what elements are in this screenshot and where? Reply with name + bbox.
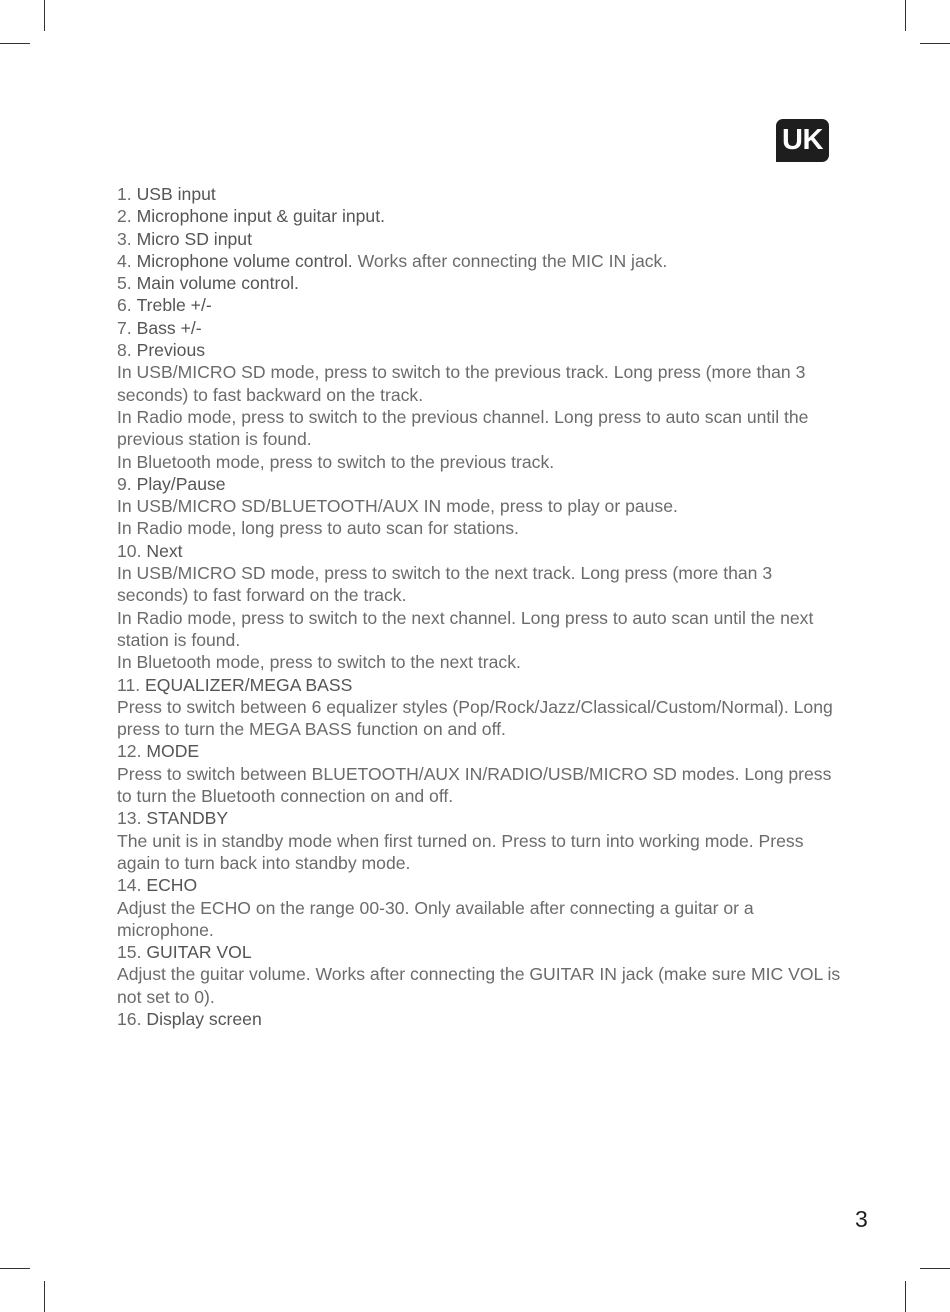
list-item-heading [117,740,847,762]
item-number: 15. [117,942,142,963]
item-number: 3. [117,228,132,249]
item-number: 10. [117,540,142,561]
list-item-heading [117,317,847,339]
item-title: GUITAR VOL [146,942,252,963]
item-description: In Radio mode, press to switch to the next channel. Long press to auto scan until the next station is found. [117,607,814,650]
crop-mark-bottom-right-horizontal [920,1268,950,1269]
item-number: 1. [117,184,132,204]
page-number: 3 [855,1206,868,1232]
item-number: 7. [117,317,132,338]
item-description: In USB/MICRO SD mode, press to switch to the previous track. Long press (more than 3 seconds) to fast backward on the track. [117,362,806,405]
item-description: In USB/MICRO SD mode, press to switch to the next track. Long press (more than 3 seconds) to fast forward on the track. [117,563,773,606]
item-title: Next [146,540,183,561]
item-title: STANDBY [146,808,229,829]
item-number: 5. [117,273,132,294]
crop-mark-top-right-vertical [905,0,906,31]
language-badge: UK [776,119,829,162]
item-title: Main volume control. [136,273,299,294]
list-item-heading [117,294,847,316]
crop-mark-top-left-horizontal [0,43,30,44]
item-title: Treble +/- [136,295,212,316]
list-item-heading [117,540,847,562]
list-item-heading [117,874,847,896]
item-description: In Radio mode, long press to auto scan for stations. [117,518,519,539]
list-item-heading [117,674,847,696]
list-item-heading [117,272,847,294]
item-title: Display screen [146,1008,262,1029]
item-number: 16. [117,1008,142,1029]
crop-mark-bottom-left-vertical [44,1281,45,1312]
crop-mark-top-left-vertical [44,0,45,31]
item-description: Adjust the guitar volume. Works after connecting the GUITAR IN jack (make sure MIC VOL is not set to 0). [117,964,841,1007]
item-title: MODE [146,741,200,762]
item-number: 9. [117,473,132,494]
list-item-heading [117,1008,847,1030]
item-title: Play/Pause [136,473,226,494]
item-title: USB input [136,184,216,204]
item-description: In Bluetooth mode, press to switch to the next track. [117,652,521,673]
list-item-heading [117,250,847,272]
list-item-heading [117,807,847,829]
item-number: 8. [117,340,132,361]
item-title: Micro SD input [136,228,252,249]
list-item-heading [117,228,847,250]
item-description: In USB/MICRO SD/BLUETOOTH/AUX IN mode, press to play or pause. [117,496,678,517]
item-number: 13. [117,808,142,829]
item-title: Previous [136,340,206,361]
item-description: Adjust the ECHO on the range 00-30. Only available after connecting a guitar or a microphone. [117,897,754,940]
crop-mark-bottom-left-horizontal [0,1268,30,1269]
item-description: In Radio mode, press to switch to the previous channel. Long press to auto scan until the previous station is found. [117,406,809,450]
item-description: Press to switch between 6 equalizer styles (Pop/Rock/Jazz/Classical/Custom/Normal). Long press to turn the MEGA BASS function on and off. [117,696,833,740]
crop-mark-bottom-right-vertical [905,1281,906,1312]
item-description: The unit is in standby mode when first turned on. Press to turn into working mode. Press again to turn back into standby mode. [117,830,804,873]
item-number: 4. [117,250,132,271]
list-item-heading [117,941,847,963]
item-number: 11. [117,674,141,695]
item-number: 12. [117,741,142,762]
item-inline-description: Works after connecting the MIC IN jack. [352,250,668,271]
list-item-heading [117,473,847,495]
item-description: Press to switch between BLUETOOTH/AUX IN/RADIO/USB/MICRO SD modes. Long press to turn the Bluetooth connection on and off. [117,763,832,807]
item-description: In Bluetooth mode, press to switch to the previous track. [117,451,555,472]
item-title: Microphone input & guitar input. [136,206,385,227]
item-number: 6. [117,295,132,316]
list-item-heading [117,339,847,361]
list-item-heading [117,183,847,205]
list-item-heading [117,205,847,227]
item-title: EQUALIZER/MEGA BASS [145,674,353,695]
feature-list [117,183,847,1030]
item-number: 14. [117,875,142,896]
item-title: Microphone volume control. [136,250,353,271]
item-number: 2. [117,206,132,227]
item-title: Bass +/- [136,317,202,338]
crop-mark-top-right-horizontal [920,43,950,44]
item-title: ECHO [146,875,198,896]
